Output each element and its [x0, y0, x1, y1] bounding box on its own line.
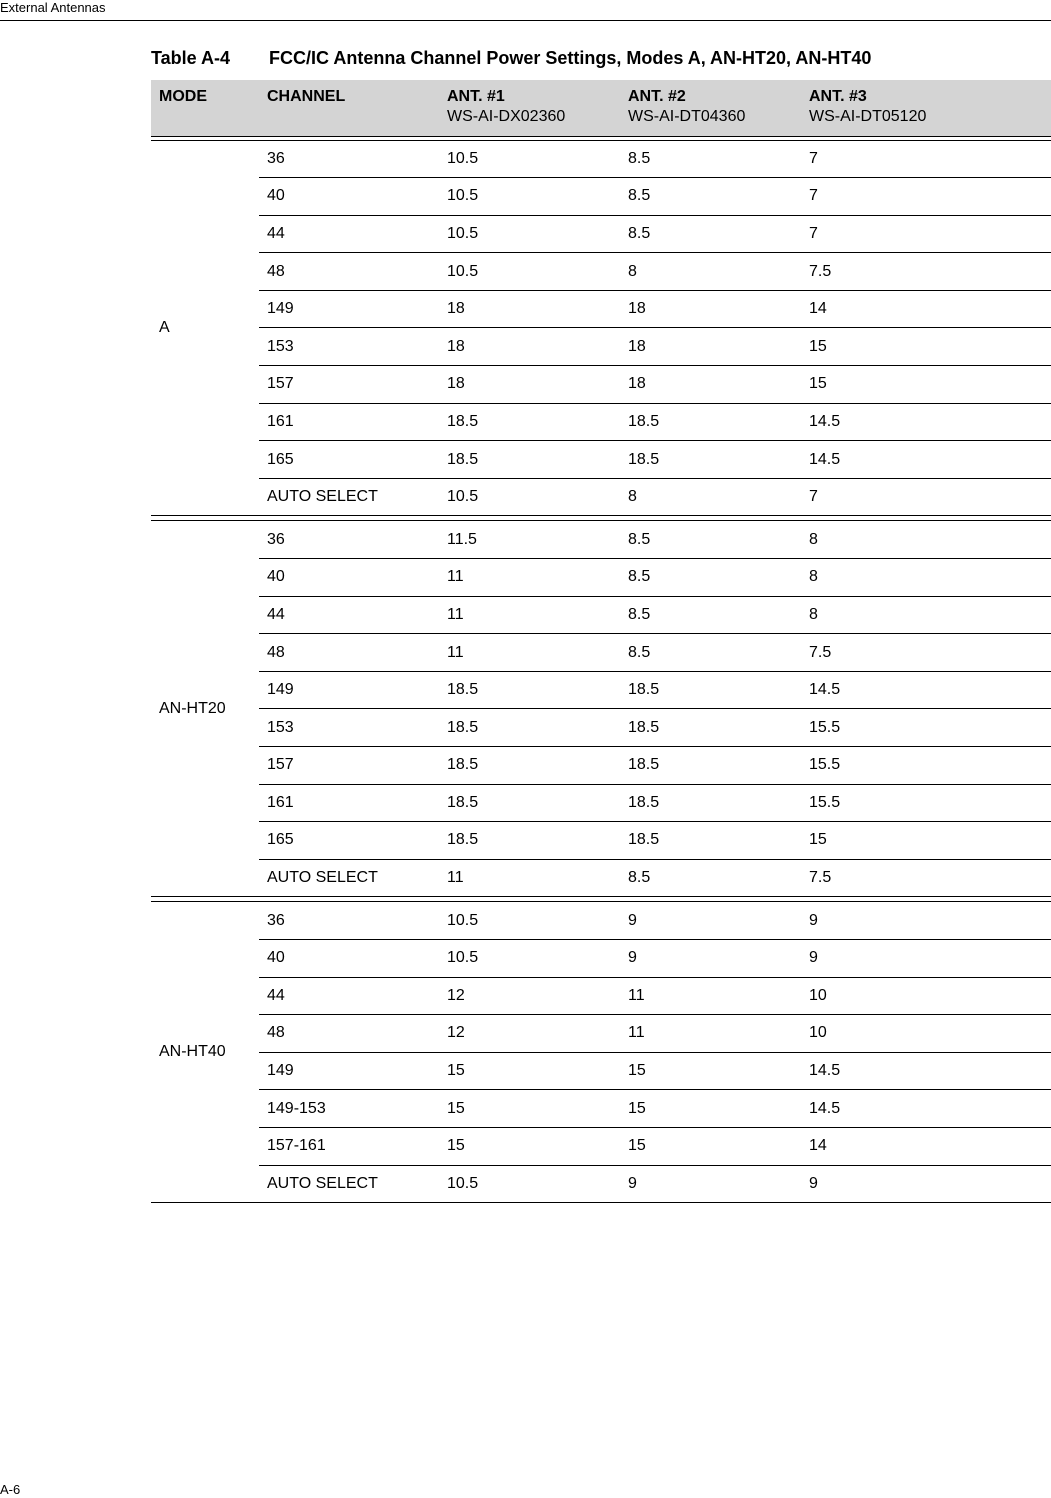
- ant3-cell: 14.5: [801, 441, 1051, 479]
- ant3-cell: 9: [801, 939, 1051, 977]
- channel-cell: 40: [259, 178, 439, 216]
- ant2-cell: 8.5: [620, 859, 801, 897]
- ant2-cell: 18: [620, 328, 801, 366]
- table-row: [151, 747, 1051, 785]
- table-row: [151, 521, 1051, 559]
- ant3-cell: 15: [801, 328, 1051, 366]
- header-ant3-model: WS-AI-DT05120: [809, 108, 927, 125]
- header-ant2: [620, 80, 801, 136]
- ant1-cell: 11: [439, 559, 620, 597]
- ant3-cell: 7.5: [801, 253, 1051, 291]
- ant3-cell: 10: [801, 977, 1051, 1015]
- ant3-cell: 7.5: [801, 859, 1051, 897]
- ant1-cell: 10.5: [439, 253, 620, 291]
- ant1-cell: 12: [439, 1015, 620, 1053]
- table-row: [151, 822, 1051, 860]
- ant2-cell: 8.5: [620, 140, 801, 178]
- ant1-cell: 11: [439, 634, 620, 672]
- ant2-cell: 18.5: [620, 784, 801, 822]
- channel-cell: 161: [259, 403, 439, 441]
- channel-cell: 48: [259, 1015, 439, 1053]
- table-caption: [151, 48, 871, 69]
- ant3-cell: 15.5: [801, 747, 1051, 785]
- ant3-cell: 7.5: [801, 634, 1051, 672]
- channel-cell: 165: [259, 822, 439, 860]
- ant1-cell: 11: [439, 596, 620, 634]
- ant2-cell: 18: [620, 366, 801, 404]
- table-row: [151, 977, 1051, 1015]
- ant3-cell: 10: [801, 1015, 1051, 1053]
- table-row: [151, 939, 1051, 977]
- channel-cell: 165: [259, 441, 439, 479]
- table-row: [151, 784, 1051, 822]
- ant3-cell: 8: [801, 596, 1051, 634]
- ant2-cell: 11: [620, 1015, 801, 1053]
- channel-cell: 149: [259, 1052, 439, 1090]
- table-row: [151, 902, 1051, 940]
- table-body: [151, 140, 1051, 1203]
- ant3-cell: 8: [801, 559, 1051, 597]
- table-row: [151, 366, 1051, 404]
- ant2-cell: 8.5: [620, 215, 801, 253]
- ant2-cell: 15: [620, 1127, 801, 1165]
- channel-cell: 36: [259, 140, 439, 178]
- table-row: [151, 441, 1051, 479]
- channel-cell: 40: [259, 559, 439, 597]
- channel-cell: 153: [259, 709, 439, 747]
- ant1-cell: 12: [439, 977, 620, 1015]
- ant2-cell: 15: [620, 1090, 801, 1128]
- channel-cell: 153: [259, 328, 439, 366]
- table-row: [151, 1090, 1051, 1128]
- channel-cell: 44: [259, 977, 439, 1015]
- table-row: [151, 1127, 1051, 1165]
- ant1-cell: 18.5: [439, 441, 620, 479]
- ant2-cell: 8.5: [620, 521, 801, 559]
- table-row: [151, 140, 1051, 178]
- table-row: [151, 709, 1051, 747]
- channel-cell: AUTO SELECT: [259, 859, 439, 897]
- ant1-cell: 15: [439, 1052, 620, 1090]
- channel-cell: 157: [259, 747, 439, 785]
- table-row: [151, 1052, 1051, 1090]
- mode-cell: AN-HT40: [151, 902, 259, 1203]
- ant3-cell: 7: [801, 478, 1051, 516]
- ant2-cell: 9: [620, 939, 801, 977]
- running-header: External Antennas: [0, 0, 106, 15]
- table-row: [151, 290, 1051, 328]
- table-row: [151, 403, 1051, 441]
- channel-cell: 161: [259, 784, 439, 822]
- ant2-cell: 18.5: [620, 403, 801, 441]
- header-ant3-label: ANT. #3: [809, 88, 867, 105]
- table-row: [151, 1165, 1051, 1203]
- channel-cell: 44: [259, 596, 439, 634]
- table-header-row: [151, 80, 1051, 136]
- ant1-cell: 10.5: [439, 178, 620, 216]
- table-row: [151, 596, 1051, 634]
- ant2-cell: 9: [620, 902, 801, 940]
- table-caption-title: FCC/IC Antenna Channel Power Settings, Modes A, AN-HT20, AN-HT40: [269, 48, 872, 68]
- ant3-cell: 14.5: [801, 403, 1051, 441]
- table-row: [151, 328, 1051, 366]
- header-ant2-model: WS-AI-DT04360: [628, 108, 746, 125]
- ant1-cell: 10.5: [439, 215, 620, 253]
- table-row: [151, 253, 1051, 291]
- ant2-cell: 15: [620, 1052, 801, 1090]
- channel-cell: 149: [259, 290, 439, 328]
- channel-cell: 44: [259, 215, 439, 253]
- ant3-cell: 8: [801, 521, 1051, 559]
- ant2-cell: 11: [620, 977, 801, 1015]
- ant1-cell: 11.5: [439, 521, 620, 559]
- ant2-cell: 18.5: [620, 671, 801, 709]
- table-row: [151, 559, 1051, 597]
- ant2-cell: 9: [620, 1165, 801, 1203]
- table-row: [151, 1015, 1051, 1053]
- power-settings-table-container: [151, 80, 1051, 1203]
- ant1-cell: 18.5: [439, 671, 620, 709]
- ant2-cell: 18.5: [620, 747, 801, 785]
- channel-cell: 40: [259, 939, 439, 977]
- ant2-cell: 18.5: [620, 709, 801, 747]
- channel-cell: AUTO SELECT: [259, 478, 439, 516]
- table-caption-number: Table A-4: [151, 48, 231, 68]
- header-ant1-model: WS-AI-DX02360: [447, 108, 566, 125]
- ant1-cell: 18.5: [439, 784, 620, 822]
- channel-cell: 48: [259, 253, 439, 291]
- ant2-cell: 8: [620, 478, 801, 516]
- channel-cell: 157: [259, 366, 439, 404]
- ant1-cell: 10.5: [439, 939, 620, 977]
- ant3-cell: 7: [801, 178, 1051, 216]
- table-row: [151, 859, 1051, 897]
- ant3-cell: 14.5: [801, 671, 1051, 709]
- ant2-cell: 18: [620, 290, 801, 328]
- header-channel: [259, 80, 439, 136]
- ant2-cell: 18.5: [620, 822, 801, 860]
- channel-cell: 36: [259, 902, 439, 940]
- table-row: [151, 671, 1051, 709]
- channel-cell: AUTO SELECT: [259, 1165, 439, 1203]
- ant3-cell: 14.5: [801, 1090, 1051, 1128]
- ant2-cell: 8.5: [620, 559, 801, 597]
- ant2-cell: 18.5: [620, 441, 801, 479]
- ant1-cell: 18: [439, 366, 620, 404]
- ant3-cell: 15.5: [801, 709, 1051, 747]
- mode-cell: AN-HT20: [151, 521, 259, 897]
- ant2-cell: 8.5: [620, 634, 801, 672]
- ant3-cell: 9: [801, 1165, 1051, 1203]
- ant3-cell: 14: [801, 290, 1051, 328]
- page-number: A-6: [0, 1482, 21, 1497]
- ant3-cell: 15.5: [801, 784, 1051, 822]
- table-row: [151, 178, 1051, 216]
- header-ant3: [801, 80, 1051, 136]
- channel-cell: 48: [259, 634, 439, 672]
- channel-cell: 149-153: [259, 1090, 439, 1128]
- ant1-cell: 10.5: [439, 478, 620, 516]
- header-ant1: [439, 80, 620, 136]
- header-mode: [151, 80, 259, 136]
- ant3-cell: 15: [801, 366, 1051, 404]
- ant1-cell: 18.5: [439, 747, 620, 785]
- channel-cell: 157-161: [259, 1127, 439, 1165]
- mode-cell: A: [151, 140, 259, 516]
- ant2-cell: 8: [620, 253, 801, 291]
- ant2-cell: 8.5: [620, 178, 801, 216]
- header-ant1-label: ANT. #1: [447, 88, 505, 105]
- ant1-cell: 18.5: [439, 709, 620, 747]
- table-row: [151, 634, 1051, 672]
- ant2-cell: 8.5: [620, 596, 801, 634]
- channel-cell: 36: [259, 521, 439, 559]
- power-settings-table: [151, 80, 1051, 1203]
- header-channel-label: CHANNEL: [267, 88, 346, 105]
- header-rule: [0, 20, 1051, 21]
- ant3-cell: 7: [801, 215, 1051, 253]
- header-mode-label: MODE: [159, 88, 207, 105]
- table-row: [151, 478, 1051, 516]
- header-ant2-label: ANT. #2: [628, 88, 686, 105]
- ant1-cell: 10.5: [439, 1165, 620, 1203]
- ant1-cell: 10.5: [439, 140, 620, 178]
- ant1-cell: 15: [439, 1127, 620, 1165]
- ant3-cell: 9: [801, 902, 1051, 940]
- ant3-cell: 14.5: [801, 1052, 1051, 1090]
- table-row: [151, 215, 1051, 253]
- ant1-cell: 11: [439, 859, 620, 897]
- channel-cell: 149: [259, 671, 439, 709]
- ant1-cell: 18.5: [439, 403, 620, 441]
- ant3-cell: 14: [801, 1127, 1051, 1165]
- ant1-cell: 18: [439, 290, 620, 328]
- ant3-cell: 15: [801, 822, 1051, 860]
- ant1-cell: 18.5: [439, 822, 620, 860]
- ant1-cell: 15: [439, 1090, 620, 1128]
- ant1-cell: 18: [439, 328, 620, 366]
- ant1-cell: 10.5: [439, 902, 620, 940]
- ant3-cell: 7: [801, 140, 1051, 178]
